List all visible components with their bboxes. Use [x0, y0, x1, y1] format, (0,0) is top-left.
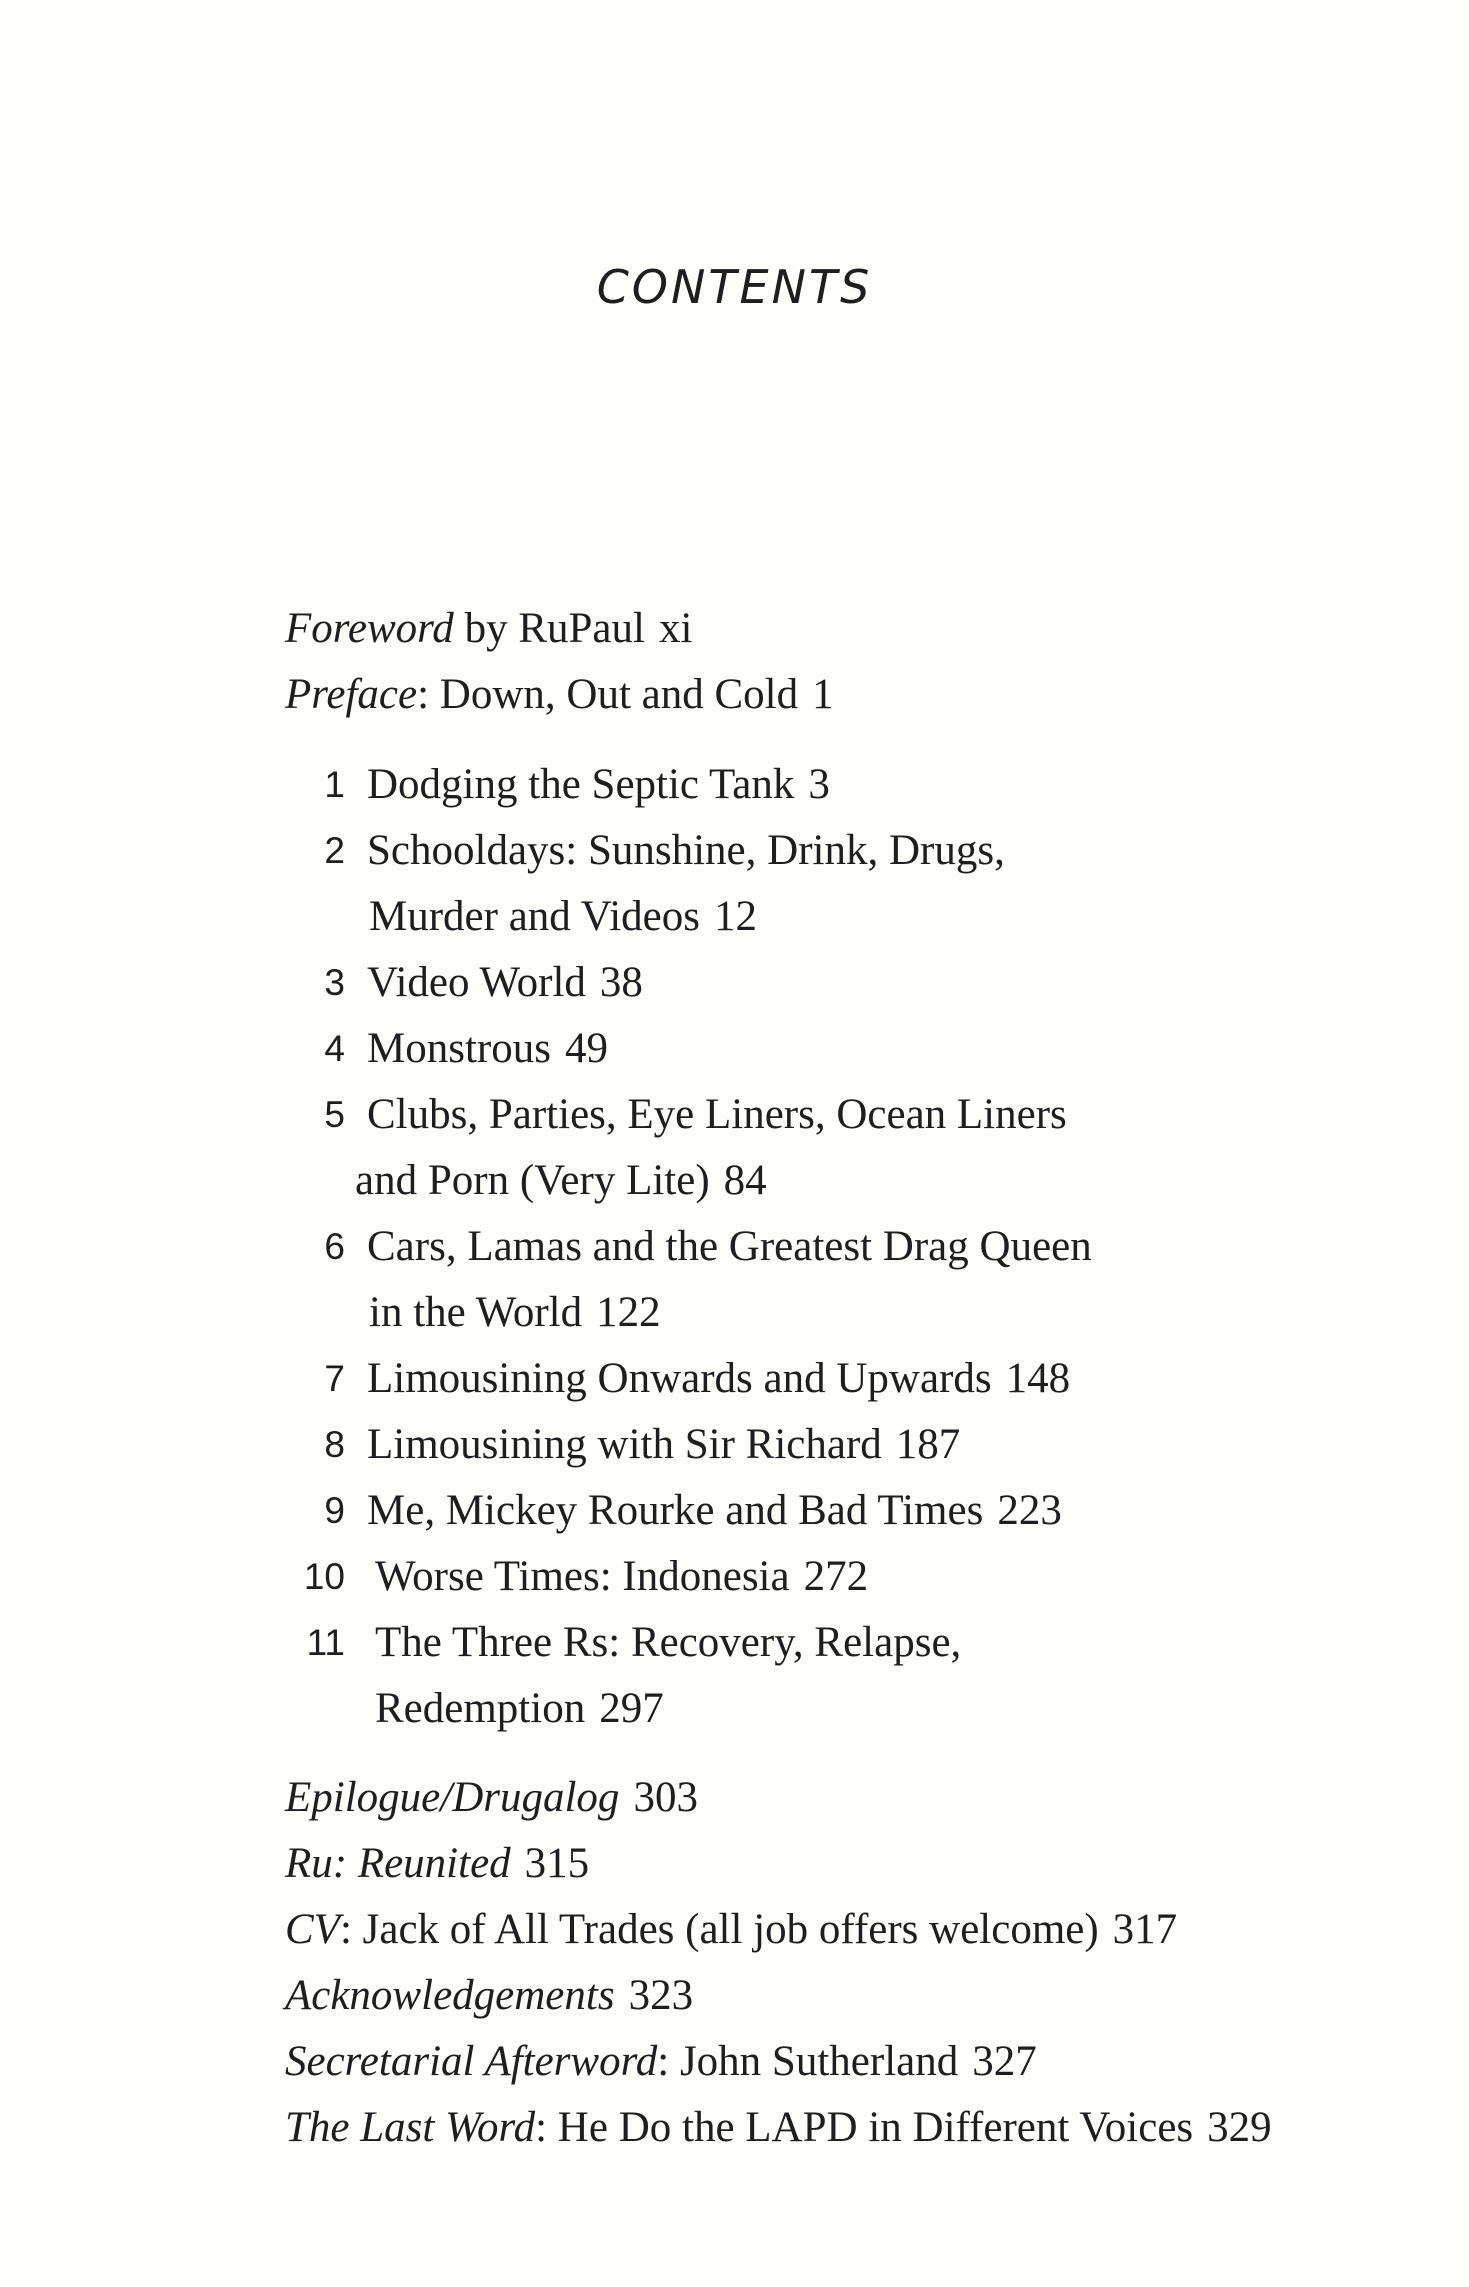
chapter-list: [285, 752, 1385, 1742]
entry-label: : He Do the LAPD in Different Voices: [535, 2104, 1194, 2151]
chapter-line: [285, 818, 1385, 884]
entry-page-number: 323: [628, 1972, 694, 2019]
chapter-entry-5: [285, 1082, 1385, 1214]
chapter-entry-2: [285, 818, 1385, 950]
chapter-number: 4: [324, 1028, 345, 1069]
entry-label-italic: Foreword: [285, 605, 454, 652]
chapter-title: Cars, Lamas and the Greatest Drag Queen: [367, 1223, 1092, 1270]
chapter-line: [285, 1214, 1385, 1280]
entry-label-italic: Acknowledgements: [285, 1972, 615, 2019]
chapter-entry-9: [285, 1478, 1385, 1544]
chapter-title-continued: and Porn (Very Lite): [355, 1157, 710, 1204]
chapter-title: Me, Mickey Rourke and Bad Times: [367, 1487, 984, 1534]
toc-entry-foreword: [285, 596, 1385, 662]
entry-label: : Jack of All Trades (all job offers welcome): [339, 1906, 1099, 1953]
entry-page-number: 303: [633, 1774, 698, 1821]
chapter-number: 10: [303, 1556, 345, 1597]
entry-page-number: 317: [1112, 1906, 1178, 1953]
chapter-number: 7: [324, 1358, 345, 1399]
chapter-line: [285, 1544, 1385, 1610]
toc-entry-last-word: [285, 2095, 1385, 2161]
chapter-page-number: 84: [723, 1157, 767, 1204]
chapter-line: [285, 1412, 1385, 1478]
chapter-entry-1: [285, 752, 1385, 818]
chapter-entry-6: [285, 1214, 1385, 1346]
chapter-line: [285, 950, 1385, 1016]
chapter-title: Worse Times: Indonesia: [375, 1553, 790, 1600]
chapter-title: Limousining Onwards and Upwards: [367, 1355, 992, 1402]
chapter-page-number: 148: [1005, 1355, 1071, 1402]
chapter-number: 11: [306, 1622, 345, 1663]
chapter-entry-3: [285, 950, 1385, 1016]
chapter-line: [285, 1016, 1385, 1082]
chapter-line-continued: [285, 1676, 1385, 1742]
page-title: CONTENTS: [596, 260, 873, 314]
entry-label: : John Sutherland: [657, 2038, 959, 2085]
entry-label-italic: Preface: [285, 671, 418, 718]
chapter-page-number: 122: [596, 1289, 661, 1336]
toc-entry-cv: [285, 1897, 1385, 1963]
chapter-number: 9: [324, 1490, 345, 1531]
chapter-line-continued: [285, 884, 1385, 950]
chapter-page-number: 297: [599, 1685, 664, 1732]
toc-entry-secretarial-afterword: [285, 2029, 1385, 2095]
chapter-title: Schooldays: Sunshine, Drink, Drugs,: [367, 827, 1005, 874]
entry-label-italic: CV: [285, 1906, 340, 1953]
chapter-page-number: 272: [803, 1553, 869, 1600]
back-matter-list: [285, 1765, 1385, 2161]
entry-label: by RuPaul: [453, 605, 645, 652]
chapter-number: 6: [324, 1226, 345, 1267]
chapter-line-continued: [285, 1280, 1385, 1346]
toc-entry-acknowledgements: [285, 1963, 1385, 2029]
chapter-page-number: 12: [714, 893, 758, 940]
chapter-number: 5: [324, 1094, 345, 1135]
chapter-line: [285, 1346, 1385, 1412]
chapter-page-number: 223: [997, 1487, 1062, 1534]
chapter-entry-10: [285, 1544, 1385, 1610]
chapter-page-number: 49: [564, 1025, 608, 1072]
entry-label-italic: Epilogue/Drugalog: [285, 1774, 620, 1821]
chapter-title: Monstrous: [367, 1025, 551, 1072]
entry-label-italic: Secretarial Afterword: [285, 2038, 658, 2085]
chapter-title: Limousining with Sir Richard: [367, 1421, 882, 1468]
chapter-line: [285, 752, 1385, 818]
chapter-entry-11: [285, 1610, 1385, 1742]
chapter-line-continued: [285, 1148, 1385, 1214]
chapter-title: Clubs, Parties, Eye Liners, Ocean Liners: [367, 1091, 1067, 1138]
entry-page-number: 315: [524, 1840, 590, 1887]
entry-page-number: 327: [972, 2038, 1037, 2085]
chapter-line: [285, 1082, 1385, 1148]
toc-entry-preface: [285, 662, 1385, 728]
entry-page-number: 329: [1207, 2104, 1272, 2151]
chapter-title-continued: in the World: [369, 1289, 583, 1336]
chapter-entry-7: [285, 1346, 1385, 1412]
chapter-line: [285, 1478, 1385, 1544]
chapter-number: 3: [324, 962, 345, 1003]
entry-label-italic: Ru: Reunited: [285, 1840, 511, 1887]
entry-page-number: 1: [812, 671, 834, 718]
chapter-title: Video World: [367, 959, 586, 1006]
chapter-title: The Three Rs: Recovery, Relapse,: [375, 1619, 962, 1666]
chapter-title-continued: Murder and Videos: [369, 893, 701, 940]
toc-entry-ru-reunited: [285, 1831, 1385, 1897]
chapter-page-number: 187: [895, 1421, 961, 1468]
chapter-number: 2: [324, 830, 345, 871]
chapter-title-continued: Redemption: [375, 1685, 586, 1732]
chapter-number: 8: [324, 1424, 345, 1465]
chapter-page-number: 38: [599, 959, 643, 1006]
chapter-line: [285, 1610, 1385, 1676]
front-matter-list: [285, 596, 1385, 728]
entry-label: : Down, Out and Cold: [417, 671, 799, 718]
chapter-entry-4: [285, 1016, 1385, 1082]
toc-entry-epilogue: [285, 1765, 1385, 1831]
chapter-number: 1: [324, 764, 345, 805]
chapter-page-number: 3: [808, 761, 830, 808]
entry-label-italic: The Last Word: [285, 2104, 536, 2151]
entry-page-number: xi: [658, 605, 693, 652]
chapter-entry-8: [285, 1412, 1385, 1478]
chapter-title: Dodging the Septic Tank: [367, 761, 795, 808]
